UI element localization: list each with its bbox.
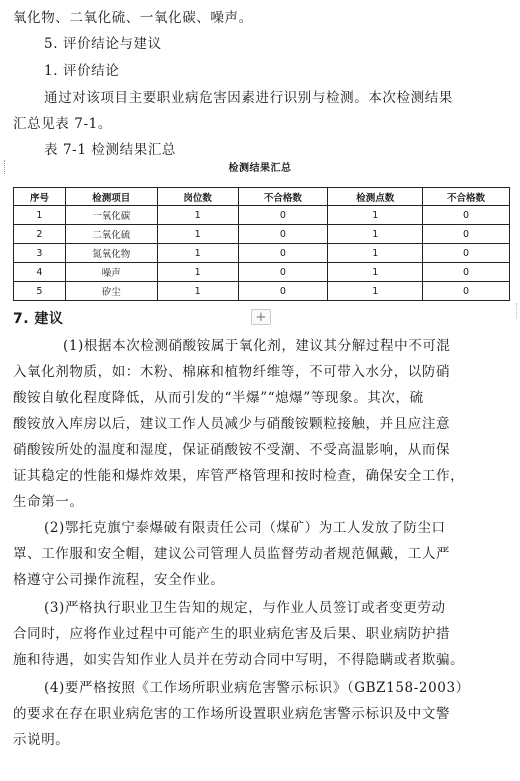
- section-5-heading: 5. 评价结论与建议: [44, 36, 162, 52]
- table-cell: 1: [14, 206, 66, 225]
- table-cell: 一氧化碳: [65, 206, 157, 225]
- table-cell: 噪声: [65, 263, 157, 282]
- section-7-heading: 7. 建议: [13, 311, 64, 327]
- recommendation-1-line: (1)根据本次检测硝酸铵属于氧化剂，建议其分解过程中不可混: [63, 338, 451, 354]
- table-cell: 0: [238, 263, 328, 282]
- recommendation-4-line: (4)要严格按照《工作场所职业病危害警示标识》（GBZ158-2003）: [44, 680, 470, 696]
- table-cell: 4: [14, 263, 66, 282]
- table-cell: 0: [238, 282, 328, 301]
- recommendation-2-line: 罩、工作服和安全帽，建议公司管理人员监督劳动者规范佩戴，工人严: [13, 546, 451, 562]
- conclusion-line: 通过对该项目主要职业病危害因素进行识别与检测。本次检测结果: [44, 90, 453, 106]
- table-cell: 二氧化硫: [65, 225, 157, 244]
- recommendation-1-line: 生命第一。: [13, 494, 84, 510]
- table-cell: 1: [157, 206, 238, 225]
- recommendation-1-line: 入氧化剂物质，如：木粉、棉麻和植物纤维等，不可带入水分，以防硝: [13, 364, 451, 380]
- recommendation-1-line: 酸铵放入库房以后，建议工作人员减少与硝酸铵颗粒接触，并且应注意: [13, 416, 451, 432]
- column-header: 岗位数: [157, 188, 238, 206]
- recommendation-2-line: (2)鄂托克旗宁泰爆破有限责任公司（煤矿）为工人发放了防尘口: [44, 520, 446, 536]
- recommendation-4-line: 的要求在存在职业病危害的工作场所设置职业病危害警示标识及中文警: [13, 706, 451, 722]
- table-cell: 0: [423, 225, 510, 244]
- table-cell: 0: [423, 263, 510, 282]
- recommendation-1-line: 酸铵自敏化程度降低，从而引发的“半爆”“熄爆”等现象。其次，硫: [13, 390, 424, 406]
- margin-marker: [516, 303, 520, 319]
- recommendation-3-line: 施和待遇，如实告知作业人员并在劳动合同中写明，不得隐瞒或者欺骗。: [13, 652, 465, 668]
- recommendation-3-line: 合同时，应将作业过程中可能产生的职业病危害及后果、职业病防护措: [13, 626, 451, 642]
- recommendation-1-line: 硝酸铵所处的温度和湿度，保证硝酸铵不受潮、不受高温影响，从而保: [13, 442, 451, 458]
- table-cell: 2: [14, 225, 66, 244]
- recommendation-4-line: 示说明。: [13, 732, 70, 748]
- recommendation-1-line: 证其稳定的性能和爆炸效果，库管严格管理和按时检查，确保安全工作，: [13, 468, 465, 484]
- table-row: [14, 282, 510, 301]
- table-cell: 0: [238, 206, 328, 225]
- table-caption: 表 7-1 检测结果汇总: [44, 142, 177, 158]
- table-cell: 0: [423, 206, 510, 225]
- table-cell: 1: [328, 225, 423, 244]
- table-cell: 1: [157, 263, 238, 282]
- table-title: 检测结果汇总: [228, 163, 292, 174]
- table-cell: 0: [238, 225, 328, 244]
- column-header: 检测项目: [65, 188, 157, 206]
- conclusion-line: 汇总见表 7-1。: [13, 116, 112, 132]
- table-cell: 矽尘: [65, 282, 157, 301]
- table-cell: 0: [423, 282, 510, 301]
- column-header: 序号: [14, 188, 66, 206]
- table-row: [14, 206, 510, 225]
- table-cell: 0: [238, 244, 328, 263]
- table-row: [14, 244, 510, 263]
- table-cell: 5: [14, 282, 66, 301]
- column-header: 不合格数: [238, 188, 328, 206]
- table-row: [14, 225, 510, 244]
- table-cell: 3: [14, 244, 66, 263]
- table-cell: 1: [328, 263, 423, 282]
- add-row-button[interactable]: +: [251, 309, 271, 325]
- subsection-1-heading: 1. 评价结论: [44, 63, 120, 79]
- table-cell: 氮氧化物: [65, 244, 157, 263]
- table-cell: 1: [328, 206, 423, 225]
- column-header: 检测点数: [328, 188, 423, 206]
- table-header-row: [14, 188, 510, 206]
- table-cell: 1: [328, 282, 423, 301]
- column-header: 不合格数: [423, 188, 510, 206]
- table-cell: 1: [328, 244, 423, 263]
- table-cell: 1: [157, 282, 238, 301]
- table-cell: 1: [157, 225, 238, 244]
- table-cell: 0: [423, 244, 510, 263]
- recommendation-3-line: (3)严格执行职业卫生告知的规定，与作业人员签订或者变更劳动: [44, 600, 446, 616]
- table-cell: 1: [157, 244, 238, 263]
- top-fragment-text: 氧化物、二氧化硫、一氧化碳、噪声。: [13, 10, 253, 26]
- recommendation-2-line: 格遵守公司操作流程，安全作业。: [13, 572, 225, 588]
- results-table: [13, 187, 510, 301]
- table-row: [14, 263, 510, 282]
